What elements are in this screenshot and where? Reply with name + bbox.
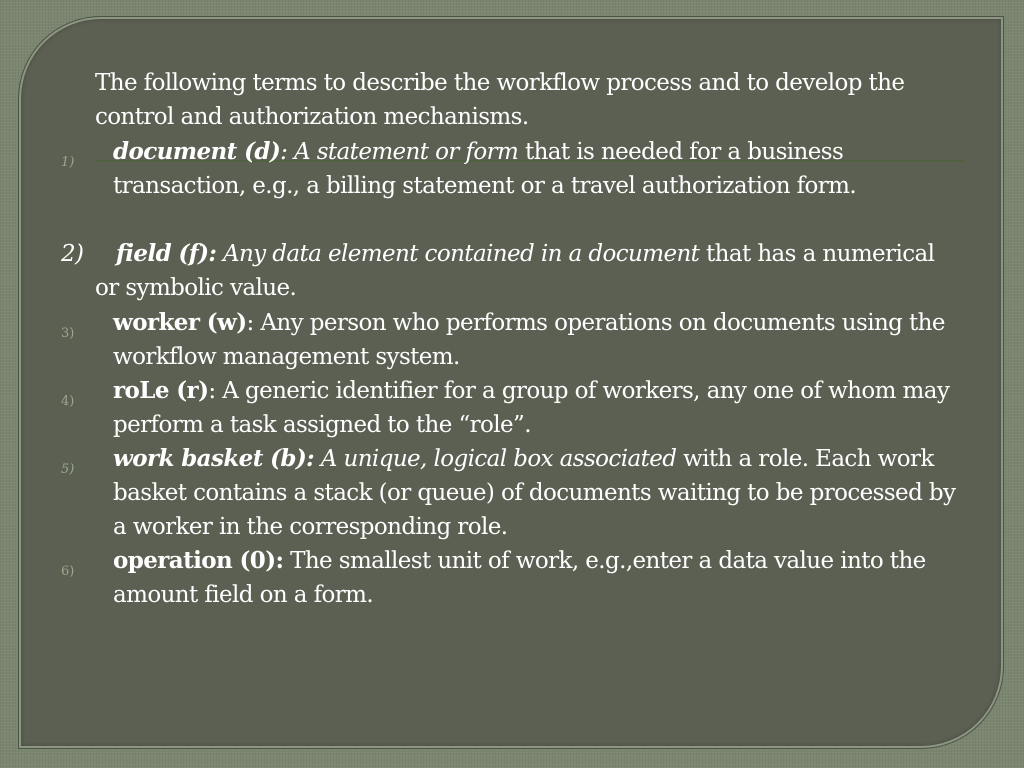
term-document: document (d): [113, 138, 281, 165]
definition-field-italic: Any data element contained in a document: [216, 241, 700, 267]
list-item-operation: [113, 544, 973, 612]
term-worker: worker (w): [113, 309, 247, 336]
term-field: field (f):: [116, 240, 217, 267]
list-item-work-basket: [113, 442, 973, 544]
definition-operation-text: The smallest unit of work, e.g.,enter a data value into the amount field on a form.: [113, 548, 926, 608]
list-number-5: 5): [61, 462, 75, 477]
definition-document-text: that is needed for a business transaction, e.g., a billing statement or a travel authorization form.: [113, 139, 857, 199]
term-work-basket: work basket (b):: [113, 445, 315, 472]
definition-worker-text: : Any person who performs operations on documents using the workflow management system.: [113, 310, 945, 370]
term-document-separator: :: [280, 139, 288, 165]
list-item-worker: [113, 306, 973, 374]
list-number-6: 6): [61, 564, 75, 579]
definition-role-text: : A generic identifier for a group of workers, any one of whom may perform a task assigned to the “role”.: [113, 378, 950, 438]
list-number-1: 1): [61, 155, 75, 170]
term-role: roLe (r): [113, 377, 209, 404]
term-operation: operation (0):: [113, 547, 284, 574]
list-item-field: [95, 237, 955, 305]
definition-work-basket-text: with a role. Each work basket contains a stack (or queue) of documents waiting to be processed by a worker in the corresponding role.: [113, 446, 956, 540]
list-number-4: 4): [61, 394, 75, 409]
definition-work-basket-italic: A unique, logical box associated: [314, 446, 677, 472]
definition-field-text: that has a numerical or symbolic value.: [95, 241, 935, 301]
list-item-document: [113, 135, 973, 203]
list-number-2: 2): [61, 241, 84, 267]
list-number-3: 3): [61, 326, 75, 341]
definition-document-italic: A statement or form: [287, 139, 525, 165]
intro-paragraph: The following terms to describe the workflow process and to develop the control and authorization mechanisms.: [95, 70, 905, 130]
list-item-role: [113, 374, 973, 442]
